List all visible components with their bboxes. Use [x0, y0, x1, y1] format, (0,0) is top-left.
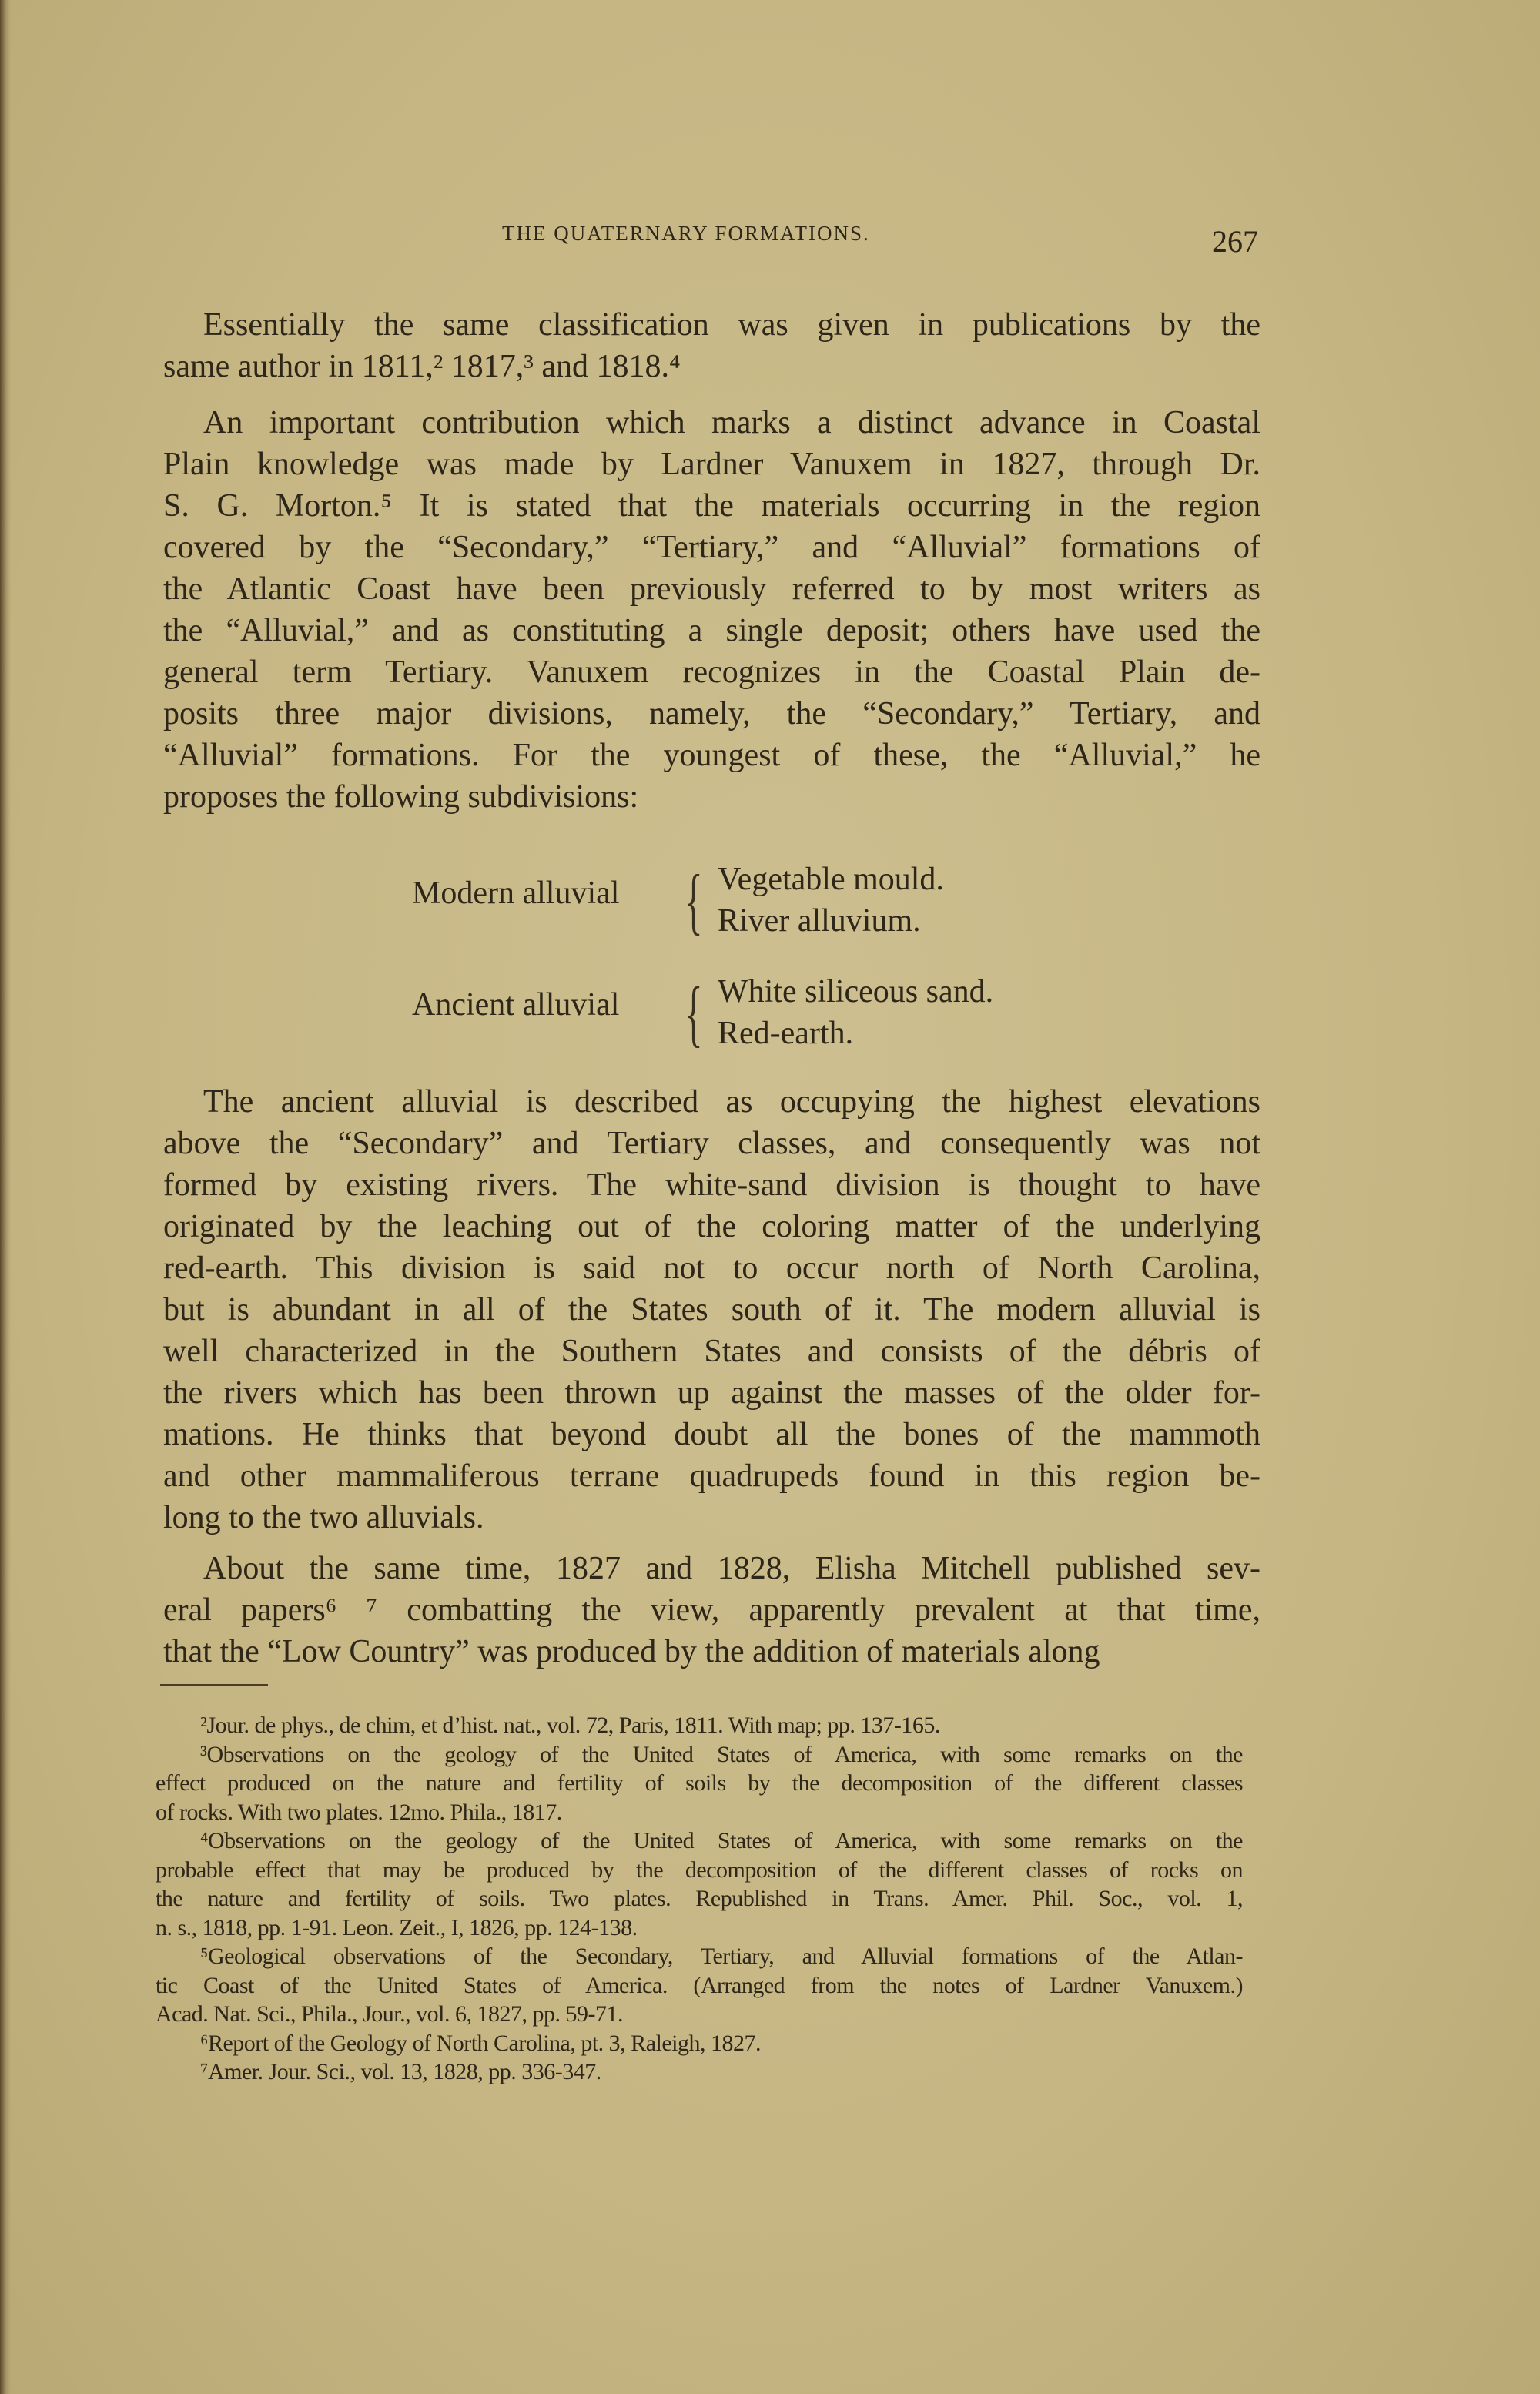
- footnote: [156, 1740, 1243, 1827]
- footnote-line: ⁶Report of the Geology of North Carolina, pt. 3, Raleigh, 1827.: [200, 2030, 761, 2056]
- text-line: About the same time, 1827 and 1828, Elisha Mitchell published sev-: [203, 1551, 1260, 1586]
- text-line: S. G. Morton.⁵ It is stated that the materials occurring in the region: [163, 488, 1260, 524]
- page-number: 267: [1212, 224, 1258, 259]
- text-line: and other mammaliferous terrane quadrupeds found in this region be-: [163, 1458, 1260, 1494]
- text-line: mations. He thinks that beyond doubt all the bones of the mammoth: [163, 1417, 1260, 1452]
- page-binding-edge: [0, 0, 11, 2394]
- footnote-line: probable effect that may be produced by the decomposition of the different classes of rocks on: [156, 1857, 1243, 1883]
- text-line: above the “Secondary” and Tertiary classes, and consequently was not: [163, 1126, 1260, 1161]
- subdivision-item: Red-earth.: [718, 1016, 854, 1051]
- paragraph-4: [163, 1548, 1260, 1672]
- running-header: THE QUATERNARY FORMATIONS.: [502, 222, 870, 245]
- subdivision-item: White siliceous sand.: [718, 974, 994, 1009]
- footnote-line: of rocks. With two plates. 12mo. Phila., 1817.: [156, 1799, 562, 1825]
- text-line: general term Tertiary. Vanuxem recognizes in the Coastal Plain de-: [163, 655, 1260, 690]
- footnote-line: ⁵Geological observations of the Secondary, Tertiary, and Alluvial formations of the Atlan-: [200, 1944, 1243, 1969]
- text-line: well characterized in the Southern States and consists of the débris of: [163, 1334, 1260, 1369]
- text-line: The ancient alluvial is described as occupying the highest elevations: [203, 1084, 1260, 1120]
- footnote-line: the nature and fertility of soils. Two plates. Republished in Trans. Amer. Phil. Soc., vol. 1,: [156, 1886, 1243, 1911]
- text-line: posits three major divisions, namely, the “Secondary,” Tertiary, and: [163, 696, 1260, 732]
- text-line: the rivers which has been thrown up against the masses of the older for-: [163, 1375, 1260, 1411]
- text-line: but is abundant in all of the States south of it. The modern alluvial is: [163, 1292, 1260, 1328]
- text-line: originated by the leaching out of the coloring matter of the underlying: [163, 1209, 1260, 1244]
- text-line: formed by existing rivers. The white-sand division is thought to have: [163, 1167, 1260, 1203]
- footnote: [156, 2029, 1243, 2058]
- paragraph-2: [163, 402, 1260, 818]
- footnote-line: Acad. Nat. Sci., Phila., Jour., vol. 6, 1827, pp. 59-71.: [156, 2001, 623, 2027]
- text-line: the “Alluvial,” and as constituting a single deposit; others have used the: [163, 613, 1260, 648]
- text-line: covered by the “Secondary,” “Tertiary,” and “Alluvial” formations of: [163, 530, 1260, 565]
- text-line: “Alluvial” formations. For the youngest of these, the “Alluvial,” he: [163, 738, 1260, 773]
- text-line: An important contribution which marks a distinct advance in Coastal: [203, 405, 1260, 440]
- footnote-line: effect produced on the nature and fertility of soils by the decomposition of the different classes: [156, 1770, 1243, 1796]
- paragraph-1: [163, 304, 1260, 387]
- text-line: red-earth. This division is said not to occur north of North Carolina,: [163, 1251, 1260, 1286]
- footnote-line: ⁴Observations on the geology of the United States of America, with some remarks on the: [200, 1828, 1243, 1853]
- text-line: that the “Low Country” was produced by the addition of materials along: [163, 1634, 1100, 1669]
- text-line: the Atlantic Coast have been previously referred to by most writers as: [163, 571, 1260, 607]
- footnote: [156, 1826, 1243, 1942]
- footnote-line: ⁷Amer. Jour. Sci., vol. 13, 1828, pp. 336-347.: [200, 2059, 601, 2084]
- subdivision-label: Ancient alluvial: [412, 987, 620, 1023]
- footnote-line: tic Coast of the United States of America. (Arranged from the notes of Lardner Vanuxem.): [156, 1972, 1243, 1998]
- footnote-line: n. s., 1818, pp. 1-91. Leon. Zeit., I, 1826, pp. 124-138.: [156, 1914, 638, 1940]
- text-line: same author in 1811,² 1817,³ and 1818.⁴: [163, 349, 681, 384]
- text-line: Essentially the same classification was given in publications by the: [203, 307, 1260, 343]
- footnote-line: ²Jour. de phys., de chim, et d’hist. nat., vol. 72, Paris, 1811. With map; pp. 137-165.: [200, 1713, 940, 1738]
- footnote: [156, 1942, 1243, 2029]
- subdivision-item: Vegetable mould.: [718, 862, 944, 897]
- text-line: long to the two alluvials.: [163, 1500, 484, 1535]
- subdivision-label: Modern alluvial: [412, 876, 620, 911]
- footnote: [156, 1711, 1243, 1740]
- footnote: [156, 2058, 1243, 2087]
- footnote-line: ³Observations on the geology of the United States of America, with some remarks on the: [200, 1741, 1243, 1767]
- footnotes: [156, 1711, 1243, 2087]
- brace-icon: {: [685, 972, 703, 1054]
- brace-icon: {: [685, 859, 703, 942]
- text-line: Plain knowledge was made by Lardner Vanuxem in 1827, through Dr.: [163, 447, 1260, 482]
- paragraph-3: [163, 1081, 1260, 1539]
- text-line: proposes the following subdivisions:: [163, 779, 639, 815]
- footnote-separator: [160, 1684, 268, 1686]
- text-line: eral papers⁶ ⁷ combatting the view, apparently prevalent at that time,: [163, 1592, 1260, 1628]
- subdivision-item: River alluvium.: [718, 903, 921, 939]
